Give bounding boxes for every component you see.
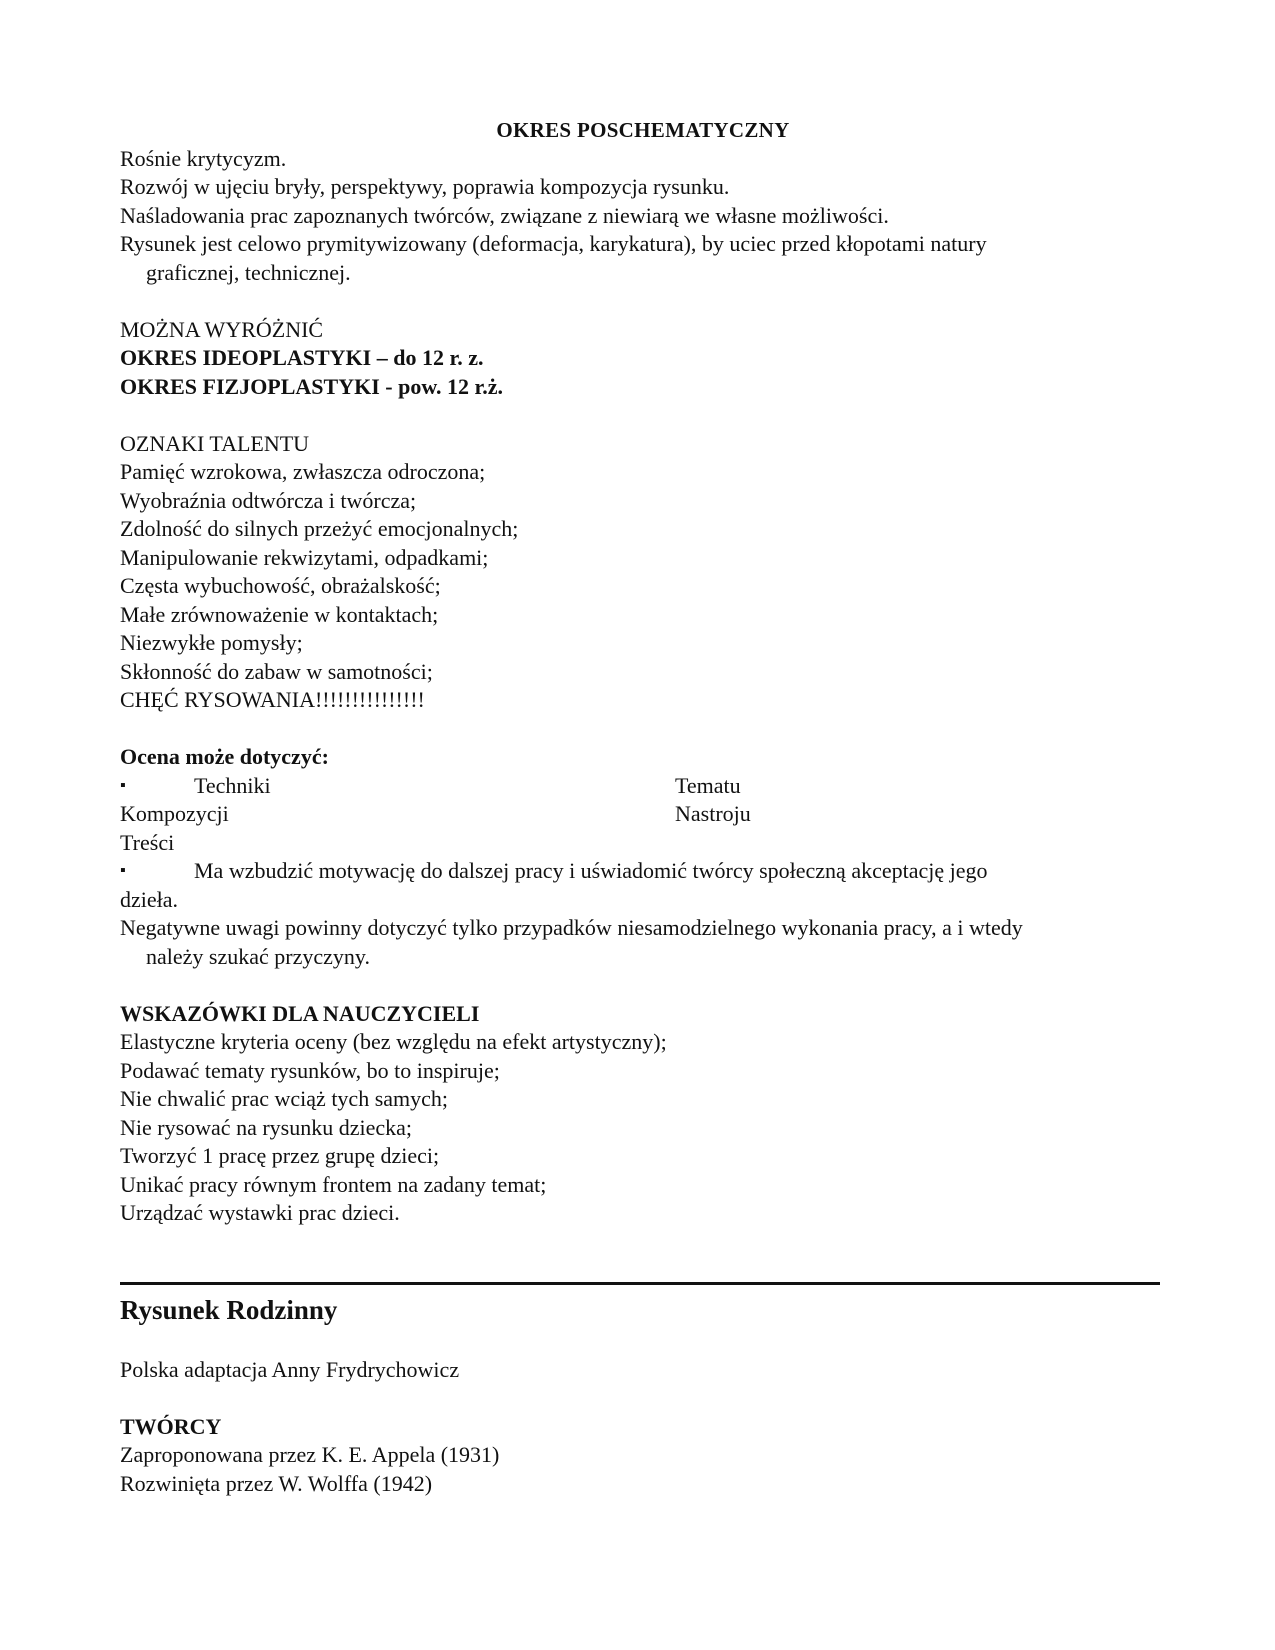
motivation-continuation: dzieła. — [120, 886, 179, 912]
talent-item: Niezwykłe pomysły; — [120, 630, 303, 655]
talent-item: CHĘĆ RYSOWANIA!!!!!!!!!!!!!!! — [120, 687, 425, 712]
intro-line: Rysunek jest celowo prymitywizowany (deformacja, karykatura), by uciec przed kłopotami natury — [120, 231, 987, 256]
spacer — [120, 287, 1160, 316]
negative-remarks-continuation: należy szukać przyczyny. — [146, 943, 370, 969]
section-divider — [120, 1282, 1160, 1285]
intro-line: Rozwój w ujęciu bryły, perspektywy, poprawia kompozycja rysunku. — [120, 174, 730, 199]
tip-item: Nie rysować na rysunku dziecka; — [120, 1114, 413, 1140]
authors-heading: TWÓRCY — [120, 1413, 222, 1439]
spacer — [120, 715, 1160, 744]
intro-line: Rośnie krytycyzm. — [120, 145, 287, 171]
talent-item: Zdolność do silnych przeżyć emocjonalnych; — [120, 516, 519, 541]
bullet-icon: ▪ — [120, 862, 126, 879]
motivation-text: Ma wzbudzić motywację do dalszej pracy i uświadomić twórcy społeczną akceptację jego — [194, 858, 988, 883]
talent-item: Małe zrównoważenie w kontaktach; — [120, 601, 439, 627]
tip-item: Unikać pracy równym frontem na zadany temat; — [120, 1171, 547, 1197]
spacer — [120, 401, 1160, 430]
ocena-item-label: Techniki — [194, 772, 271, 798]
period-fizjoplastyki: OKRES FIZJOPLASTYKI - pow. 12 r.ż. — [120, 373, 504, 399]
talent-heading: OZNAKI TALENTU — [120, 430, 310, 456]
document-content — [120, 116, 1160, 1498]
ocena-item: Tematu — [675, 772, 741, 798]
ocena-row — [120, 829, 1160, 858]
ocena-item: Kompozycji — [120, 801, 229, 826]
distinguish-label: MOŻNA WYRÓŻNIĆ — [120, 316, 324, 342]
talent-item: Pamięć wzrokowa, zwłaszcza odroczona; — [120, 459, 486, 484]
talent-item: Częsta wybuchowość, obrażalskość; — [120, 573, 441, 598]
author-item: Rozwinięta przez W. Wolffa (1942) — [120, 1470, 433, 1496]
section-title: Rysunek Rodzinny — [120, 1295, 338, 1325]
talent-item: Manipulowanie rekwizytami, odpadkami; — [120, 544, 489, 570]
tip-item: Elastyczne kryteria oceny (bez względu na efekt artystyczny); — [120, 1029, 667, 1054]
bullet-icon: ▪ — [120, 776, 126, 794]
ocena-row — [120, 772, 1160, 801]
motivation-bullet — [120, 857, 1160, 886]
tip-item: Urządzać wystawki prac dzieci. — [120, 1200, 400, 1225]
spacer — [120, 971, 1160, 1000]
talent-item: Skłonność do zabaw w samotności; — [120, 658, 433, 684]
ocena-item — [120, 772, 675, 801]
ocena-item: Nastroju — [675, 801, 751, 826]
negative-remarks: Negatywne uwagi powinny dotyczyć tylko przypadków niesamodzielnego wykonania pracy, a i wtedy — [120, 915, 1023, 940]
ocena-row — [120, 800, 1160, 829]
intro-line: Naśladowania prac zapoznanych twórców, związane z niewiarą we własne możliwości. — [120, 202, 889, 228]
adaptation-note: Polska adaptacja Anny Frydrychowicz — [120, 1356, 460, 1382]
spacer — [120, 1228, 1160, 1257]
intro-line-continuation: graficznej, technicznej. — [146, 259, 351, 285]
author-item: Zaproponowana przez K. E. Appela (1931) — [120, 1442, 500, 1467]
tip-item: Nie chwalić prac wciąż tych samych; — [120, 1086, 449, 1111]
ocena-heading: Ocena może dotyczyć: — [120, 744, 329, 769]
tips-heading: WSKAZÓWKI DLA NAUCZYCIELI — [120, 1000, 480, 1026]
tip-item: Tworzyć 1 pracę przez grupę dzieci; — [120, 1143, 440, 1168]
period-ideoplastyki: OKRES IDEOPLASTYKI – do 12 r. z. — [120, 345, 484, 370]
spacer — [120, 1384, 1160, 1413]
talent-item: Wyobraźnia odtwórcza i twórcza; — [120, 487, 417, 513]
spacer — [120, 1327, 1160, 1356]
tip-item: Podawać tematy rysunków, bo to inspiruje; — [120, 1057, 500, 1083]
page-title: OKRES POSCHEMATYCZNY — [496, 118, 790, 142]
ocena-item: Treści — [120, 829, 175, 855]
